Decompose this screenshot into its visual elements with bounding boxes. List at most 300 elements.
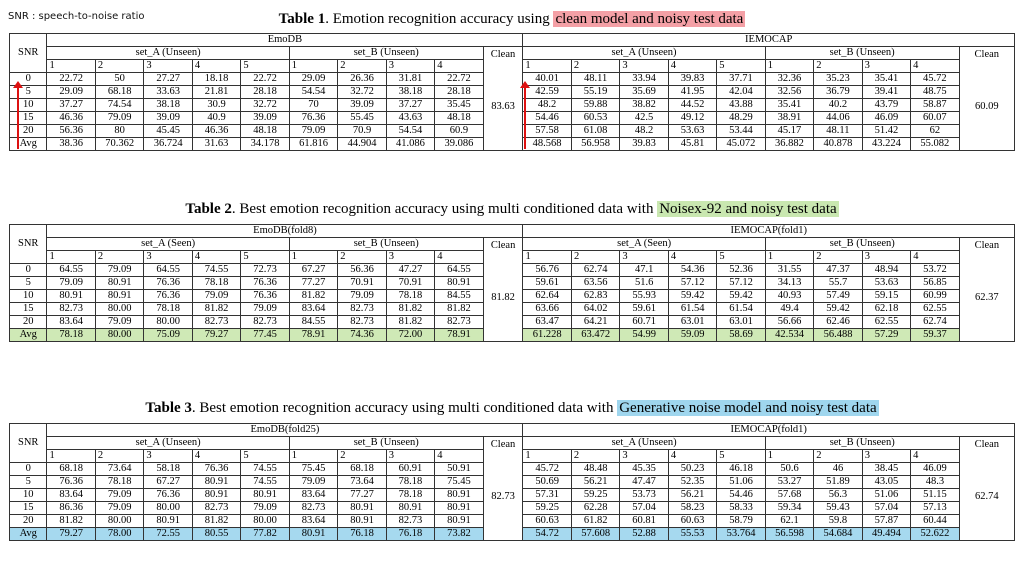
iemocap-value: 58.23 bbox=[668, 502, 716, 515]
iemocap-value: 40.878 bbox=[814, 138, 862, 151]
iemocap-value: 64.02 bbox=[571, 303, 619, 316]
red-arrow-up-icon bbox=[17, 87, 19, 149]
column-number: 5 bbox=[717, 60, 765, 73]
iemocap-value: 59.42 bbox=[814, 303, 862, 316]
emodb-value: 74.55 bbox=[241, 476, 289, 489]
iemocap-value: 57.608 bbox=[571, 528, 619, 541]
left-setB-header: set_B (Unseen) bbox=[289, 47, 483, 60]
iemocap-value: 54.72 bbox=[523, 528, 571, 541]
column-number: 2 bbox=[338, 60, 386, 73]
emodb-value: 76.36 bbox=[241, 277, 289, 290]
snr-cell: 20 bbox=[10, 125, 47, 138]
emodb-value: 39.086 bbox=[435, 138, 483, 151]
table-3-title bbox=[0, 400, 1024, 417]
red-arrow-up-icon bbox=[524, 87, 526, 149]
emodb-value: 55.45 bbox=[338, 112, 386, 125]
emodb-value: 75.09 bbox=[144, 329, 192, 342]
table-label: Table 3 bbox=[145, 400, 192, 416]
snr-cell: 15 bbox=[10, 502, 47, 515]
iemocap-value: 39.83 bbox=[668, 73, 716, 86]
column-number: 4 bbox=[911, 450, 959, 463]
emodb-value: 73.82 bbox=[435, 528, 483, 541]
column-number: 4 bbox=[435, 60, 483, 73]
iemocap-value: 59.25 bbox=[571, 489, 619, 502]
emodb-value: 82.73 bbox=[338, 316, 386, 329]
emodb-value: 78.18 bbox=[386, 489, 434, 502]
iemocap-value: 45.81 bbox=[668, 138, 716, 151]
snr-header: SNR bbox=[10, 34, 47, 73]
iemocap-value: 51.06 bbox=[862, 489, 910, 502]
emodb-value: 38.18 bbox=[144, 99, 192, 112]
column-number: 5 bbox=[241, 251, 289, 264]
iemocap-value: 57.13 bbox=[911, 502, 959, 515]
left-group-header: EmoDB(fold8) bbox=[47, 225, 523, 238]
emodb-value: 43.63 bbox=[386, 112, 434, 125]
iemocap-value: 56.598 bbox=[765, 528, 813, 541]
emodb-value: 50 bbox=[95, 73, 143, 86]
emodb-value: 46.36 bbox=[47, 112, 95, 125]
emodb-value: 31.63 bbox=[192, 138, 240, 151]
emodb-value: 83.64 bbox=[47, 316, 95, 329]
iemocap-value: 61.54 bbox=[717, 303, 765, 316]
iemocap-value: 45.072 bbox=[717, 138, 765, 151]
emodb-value: 74.54 bbox=[95, 99, 143, 112]
emodb-value: 37.27 bbox=[386, 99, 434, 112]
left-setA-header: set_A (Seen) bbox=[47, 238, 289, 251]
emodb-value: 31.81 bbox=[386, 73, 434, 86]
emodb-value: 81.82 bbox=[435, 303, 483, 316]
iemocap-value: 47.37 bbox=[814, 264, 862, 277]
iemocap-value: 50.23 bbox=[668, 463, 716, 476]
iemocap-value: 48.94 bbox=[862, 264, 910, 277]
emodb-value: 80.91 bbox=[95, 290, 143, 303]
emodb-value: 74.55 bbox=[192, 264, 240, 277]
iemocap-value: 44.06 bbox=[814, 112, 862, 125]
snr-cell: Avg bbox=[10, 528, 47, 541]
table-highlight: clean model and noisy test data bbox=[555, 11, 744, 27]
iemocap-value: 62.74 bbox=[571, 264, 619, 277]
snr-note: SNR : speech-to-noise ratio bbox=[8, 11, 145, 22]
iemocap-value: 51.06 bbox=[717, 476, 765, 489]
iemocap-value: 36.79 bbox=[814, 86, 862, 99]
iemocap-value: 45.35 bbox=[620, 463, 668, 476]
emodb-value: 80.91 bbox=[47, 290, 95, 303]
iemocap-value: 62.1 bbox=[765, 515, 813, 528]
snr-cell: 20 bbox=[10, 515, 47, 528]
left-group-header: EmoDB(fold25) bbox=[47, 424, 523, 437]
snr-cell: Avg bbox=[10, 138, 47, 151]
iemocap-value: 55.19 bbox=[571, 86, 619, 99]
emodb-value: 73.64 bbox=[338, 476, 386, 489]
emodb-value: 76.36 bbox=[144, 277, 192, 290]
emodb-value: 79.09 bbox=[95, 316, 143, 329]
emodb-value: 81.82 bbox=[386, 316, 434, 329]
iemocap-value: 48.11 bbox=[814, 125, 862, 138]
column-number: 3 bbox=[144, 60, 192, 73]
snr-cell: 0 bbox=[10, 264, 47, 277]
left-setB-header: set_B (Unseen) bbox=[289, 238, 483, 251]
column-number: 3 bbox=[862, 251, 910, 264]
emodb-value: 82.73 bbox=[435, 316, 483, 329]
column-number: 1 bbox=[523, 251, 571, 264]
snr-cell: 5 bbox=[10, 476, 47, 489]
right-clean-cell bbox=[959, 238, 1014, 342]
iemocap-value: 50.6 bbox=[765, 463, 813, 476]
emodb-value: 80.91 bbox=[435, 502, 483, 515]
iemocap-value: 57.31 bbox=[523, 489, 571, 502]
emodb-value: 47.27 bbox=[386, 264, 434, 277]
iemocap-value: 31.55 bbox=[765, 264, 813, 277]
snr-cell: 10 bbox=[10, 489, 47, 502]
emodb-value: 83.64 bbox=[289, 489, 337, 502]
table-label: Table 1 bbox=[278, 11, 326, 27]
emodb-value: 45.45 bbox=[144, 125, 192, 138]
iemocap-value: 62.83 bbox=[571, 290, 619, 303]
emodb-value: 80.91 bbox=[289, 528, 337, 541]
emodb-value: 80.91 bbox=[338, 502, 386, 515]
emodb-value: 48.18 bbox=[435, 112, 483, 125]
iemocap-value: 60.63 bbox=[668, 515, 716, 528]
emodb-value: 67.27 bbox=[144, 476, 192, 489]
column-number: 2 bbox=[571, 450, 619, 463]
iemocap-value: 45.72 bbox=[523, 463, 571, 476]
left-clean-label: Clean bbox=[490, 439, 516, 450]
emodb-value: 82.73 bbox=[289, 502, 337, 515]
iemocap-value: 60.44 bbox=[911, 515, 959, 528]
emodb-value: 22.72 bbox=[241, 73, 289, 86]
iemocap-value: 60.99 bbox=[911, 290, 959, 303]
left-clean-value: 81.82 bbox=[491, 292, 515, 303]
emodb-value: 64.55 bbox=[47, 264, 95, 277]
emodb-value: 79.27 bbox=[47, 528, 95, 541]
table-highlight: Generative noise model and noisy test data bbox=[619, 400, 877, 416]
iemocap-value: 60.07 bbox=[911, 112, 959, 125]
iemocap-value: 50.69 bbox=[523, 476, 571, 489]
column-number: 4 bbox=[668, 251, 716, 264]
iemocap-value: 43.79 bbox=[862, 99, 910, 112]
column-number: 1 bbox=[47, 60, 95, 73]
table-1 bbox=[9, 33, 1015, 151]
column-number: 5 bbox=[241, 60, 289, 73]
emodb-value: 76.18 bbox=[386, 528, 434, 541]
emodb-value: 38.36 bbox=[47, 138, 95, 151]
iemocap-value: 49.4 bbox=[765, 303, 813, 316]
emodb-value: 70.362 bbox=[95, 138, 143, 151]
emodb-value: 86.36 bbox=[47, 502, 95, 515]
iemocap-value: 62.18 bbox=[862, 303, 910, 316]
iemocap-value: 48.75 bbox=[911, 86, 959, 99]
iemocap-value: 59.37 bbox=[911, 329, 959, 342]
iemocap-value: 48.3 bbox=[911, 476, 959, 489]
iemocap-value: 56.66 bbox=[765, 316, 813, 329]
iemocap-value: 63.56 bbox=[571, 277, 619, 290]
emodb-value: 79.09 bbox=[289, 125, 337, 138]
emodb-value: 70.9 bbox=[338, 125, 386, 138]
right-setB-header: set_B (Unseen) bbox=[765, 238, 959, 251]
iemocap-value: 40.2 bbox=[814, 99, 862, 112]
iemocap-value: 52.622 bbox=[911, 528, 959, 541]
emodb-value: 80.00 bbox=[95, 515, 143, 528]
iemocap-value: 61.82 bbox=[571, 515, 619, 528]
iemocap-value: 41.95 bbox=[668, 86, 716, 99]
emodb-value: 21.81 bbox=[192, 86, 240, 99]
iemocap-value: 48.568 bbox=[523, 138, 571, 151]
left-setA-header: set_A (Unseen) bbox=[47, 47, 289, 60]
left-clean-value: 82.73 bbox=[491, 491, 515, 502]
right-setA-header: set_A (Unseen) bbox=[523, 437, 765, 450]
iemocap-value: 59.61 bbox=[620, 303, 668, 316]
emodb-value: 79.09 bbox=[47, 277, 95, 290]
column-number: 3 bbox=[862, 60, 910, 73]
emodb-value: 80.00 bbox=[95, 329, 143, 342]
emodb-value: 44.904 bbox=[338, 138, 386, 151]
iemocap-value: 61.228 bbox=[523, 329, 571, 342]
emodb-value: 80.00 bbox=[144, 316, 192, 329]
iemocap-value: 51.15 bbox=[911, 489, 959, 502]
emodb-value: 56.36 bbox=[47, 125, 95, 138]
iemocap-value: 46.09 bbox=[911, 463, 959, 476]
emodb-value: 73.64 bbox=[95, 463, 143, 476]
iemocap-value: 56.76 bbox=[523, 264, 571, 277]
iemocap-value: 54.684 bbox=[814, 528, 862, 541]
iemocap-value: 60.71 bbox=[620, 316, 668, 329]
emodb-value: 78.91 bbox=[289, 329, 337, 342]
emodb-value: 82.73 bbox=[338, 303, 386, 316]
column-number: 3 bbox=[144, 251, 192, 264]
emodb-value: 72.00 bbox=[386, 329, 434, 342]
iemocap-value: 58.87 bbox=[911, 99, 959, 112]
emodb-value: 80.91 bbox=[192, 489, 240, 502]
iemocap-value: 46.09 bbox=[862, 112, 910, 125]
iemocap-value: 57.04 bbox=[620, 502, 668, 515]
iemocap-value: 61.08 bbox=[571, 125, 619, 138]
column-number: 1 bbox=[289, 60, 337, 73]
emodb-value: 82.73 bbox=[192, 316, 240, 329]
iemocap-value: 49.12 bbox=[668, 112, 716, 125]
emodb-value: 78.18 bbox=[386, 290, 434, 303]
column-number: 2 bbox=[814, 251, 862, 264]
emodb-value: 81.82 bbox=[386, 303, 434, 316]
iemocap-value: 55.082 bbox=[911, 138, 959, 151]
emodb-value: 54.54 bbox=[289, 86, 337, 99]
column-number: 4 bbox=[911, 251, 959, 264]
iemocap-value: 53.27 bbox=[765, 476, 813, 489]
emodb-value: 76.36 bbox=[144, 489, 192, 502]
left-clean-label: Clean bbox=[490, 49, 516, 60]
emodb-value: 80.91 bbox=[95, 277, 143, 290]
left-clean-cell bbox=[483, 437, 523, 541]
right-clean-value: 62.74 bbox=[975, 491, 999, 502]
emodb-value: 80.91 bbox=[435, 489, 483, 502]
emodb-value: 78.18 bbox=[47, 329, 95, 342]
iemocap-value: 57.87 bbox=[862, 515, 910, 528]
emodb-value: 68.18 bbox=[95, 86, 143, 99]
iemocap-value: 62.55 bbox=[911, 303, 959, 316]
left-clean-cell bbox=[483, 47, 523, 151]
column-number: 1 bbox=[47, 450, 95, 463]
right-clean-label: Clean bbox=[974, 240, 1000, 251]
column-number: 3 bbox=[862, 450, 910, 463]
iemocap-value: 60.63 bbox=[523, 515, 571, 528]
iemocap-value: 53.73 bbox=[620, 489, 668, 502]
emodb-value: 70.91 bbox=[338, 277, 386, 290]
emodb-value: 76.18 bbox=[338, 528, 386, 541]
iemocap-value: 42.04 bbox=[717, 86, 765, 99]
iemocap-value: 62.74 bbox=[911, 316, 959, 329]
iemocap-value: 59.43 bbox=[814, 502, 862, 515]
emodb-value: 61.816 bbox=[289, 138, 337, 151]
column-number: 3 bbox=[386, 450, 434, 463]
left-group-header: EmoDB bbox=[47, 34, 523, 47]
emodb-value: 75.45 bbox=[289, 463, 337, 476]
snr-cell: 0 bbox=[10, 73, 47, 86]
iemocap-value: 49.494 bbox=[862, 528, 910, 541]
column-number: 2 bbox=[814, 450, 862, 463]
emodb-value: 80 bbox=[95, 125, 143, 138]
iemocap-value: 59.61 bbox=[523, 277, 571, 290]
right-setA-header: set_A (Seen) bbox=[523, 238, 765, 251]
emodb-value: 56.36 bbox=[338, 264, 386, 277]
emodb-value: 60.91 bbox=[386, 463, 434, 476]
iemocap-value: 62 bbox=[911, 125, 959, 138]
iemocap-value: 57.58 bbox=[523, 125, 571, 138]
column-number: 1 bbox=[289, 450, 337, 463]
iemocap-value: 59.15 bbox=[862, 290, 910, 303]
iemocap-value: 43.88 bbox=[717, 99, 765, 112]
iemocap-value: 53.63 bbox=[862, 277, 910, 290]
iemocap-value: 63.472 bbox=[571, 329, 619, 342]
snr-cell: 5 bbox=[10, 277, 47, 290]
emodb-value: 79.09 bbox=[95, 264, 143, 277]
emodb-value: 78.18 bbox=[95, 476, 143, 489]
iemocap-value: 61.54 bbox=[668, 303, 716, 316]
iemocap-value: 55.7 bbox=[814, 277, 862, 290]
column-number: 1 bbox=[47, 251, 95, 264]
iemocap-value: 56.21 bbox=[571, 476, 619, 489]
iemocap-value: 42.5 bbox=[620, 112, 668, 125]
emodb-value: 77.45 bbox=[241, 329, 289, 342]
table-caption: . Best emotion recognition accuracy using multi conditioned data with bbox=[231, 201, 658, 217]
iemocap-value: 38.45 bbox=[862, 463, 910, 476]
iemocap-value: 35.41 bbox=[862, 73, 910, 86]
iemocap-value: 54.46 bbox=[717, 489, 765, 502]
iemocap-value: 52.88 bbox=[620, 528, 668, 541]
iemocap-value: 57.12 bbox=[668, 277, 716, 290]
iemocap-value: 43.224 bbox=[862, 138, 910, 151]
emodb-value: 79.09 bbox=[241, 502, 289, 515]
column-number: 1 bbox=[765, 450, 813, 463]
right-group-header: IEMOCAP(fold1) bbox=[523, 424, 1015, 437]
column-number: 1 bbox=[523, 60, 571, 73]
iemocap-value: 38.82 bbox=[620, 99, 668, 112]
column-number: 1 bbox=[765, 251, 813, 264]
snr-cell: 0 bbox=[10, 463, 47, 476]
iemocap-value: 39.41 bbox=[862, 86, 910, 99]
emodb-value: 80.91 bbox=[192, 476, 240, 489]
column-number: 3 bbox=[144, 450, 192, 463]
iemocap-value: 34.13 bbox=[765, 277, 813, 290]
right-clean-label: Clean bbox=[974, 439, 1000, 450]
emodb-value: 79.09 bbox=[95, 489, 143, 502]
emodb-value: 39.09 bbox=[241, 112, 289, 125]
emodb-value: 78.18 bbox=[144, 303, 192, 316]
iemocap-value: 64.21 bbox=[571, 316, 619, 329]
emodb-value: 81.82 bbox=[192, 515, 240, 528]
snr-cell: 5 bbox=[10, 86, 47, 99]
iemocap-value: 54.46 bbox=[523, 112, 571, 125]
iemocap-value: 63.66 bbox=[523, 303, 571, 316]
emodb-value: 77.27 bbox=[289, 277, 337, 290]
left-clean-cell bbox=[483, 238, 523, 342]
iemocap-value: 42.534 bbox=[765, 329, 813, 342]
emodb-value: 79.09 bbox=[338, 290, 386, 303]
column-number: 2 bbox=[814, 60, 862, 73]
iemocap-value: 51.89 bbox=[814, 476, 862, 489]
iemocap-value: 57.29 bbox=[862, 329, 910, 342]
column-number: 3 bbox=[386, 60, 434, 73]
emodb-value: 82.73 bbox=[241, 316, 289, 329]
emodb-value: 27.27 bbox=[144, 73, 192, 86]
emodb-value: 33.63 bbox=[144, 86, 192, 99]
emodb-value: 58.18 bbox=[144, 463, 192, 476]
iemocap-value: 48.2 bbox=[523, 99, 571, 112]
column-number: 4 bbox=[435, 251, 483, 264]
column-number: 5 bbox=[241, 450, 289, 463]
emodb-value: 29.09 bbox=[289, 73, 337, 86]
right-setB-header: set_B (Unseen) bbox=[765, 437, 959, 450]
emodb-value: 28.18 bbox=[241, 86, 289, 99]
table-2-title bbox=[0, 201, 1024, 218]
iemocap-value: 47.47 bbox=[620, 476, 668, 489]
iemocap-value: 38.91 bbox=[765, 112, 813, 125]
right-group-header: IEMOCAP(fold1) bbox=[523, 225, 1015, 238]
iemocap-value: 48.29 bbox=[717, 112, 765, 125]
emodb-value: 78.18 bbox=[192, 277, 240, 290]
emodb-value: 67.27 bbox=[289, 264, 337, 277]
right-clean-cell bbox=[959, 47, 1014, 151]
emodb-value: 36.724 bbox=[144, 138, 192, 151]
column-number: 2 bbox=[95, 251, 143, 264]
emodb-value: 76.36 bbox=[47, 476, 95, 489]
iemocap-value: 35.69 bbox=[620, 86, 668, 99]
snr-cell: 20 bbox=[10, 316, 47, 329]
column-number: 4 bbox=[668, 60, 716, 73]
iemocap-value: 56.488 bbox=[814, 329, 862, 342]
emodb-value: 80.00 bbox=[95, 303, 143, 316]
snr-cell: 15 bbox=[10, 303, 47, 316]
emodb-value: 76.36 bbox=[144, 290, 192, 303]
column-number: 2 bbox=[95, 60, 143, 73]
iemocap-value: 59.25 bbox=[523, 502, 571, 515]
snr-cell: 10 bbox=[10, 99, 47, 112]
iemocap-value: 62.64 bbox=[523, 290, 571, 303]
emodb-value: 84.55 bbox=[435, 290, 483, 303]
left-setA-header: set_A (Unseen) bbox=[47, 437, 289, 450]
iemocap-value: 57.49 bbox=[814, 290, 862, 303]
column-number: 2 bbox=[571, 60, 619, 73]
iemocap-value: 48.48 bbox=[571, 463, 619, 476]
iemocap-value: 56.958 bbox=[571, 138, 619, 151]
emodb-value: 64.55 bbox=[144, 264, 192, 277]
iemocap-value: 58.69 bbox=[717, 329, 765, 342]
iemocap-value: 44.52 bbox=[668, 99, 716, 112]
iemocap-value: 56.85 bbox=[911, 277, 959, 290]
table-1-title bbox=[0, 11, 1024, 28]
iemocap-value: 59.42 bbox=[668, 290, 716, 303]
emodb-value: 81.82 bbox=[192, 303, 240, 316]
iemocap-value: 62.55 bbox=[862, 316, 910, 329]
iemocap-value: 40.93 bbox=[765, 290, 813, 303]
